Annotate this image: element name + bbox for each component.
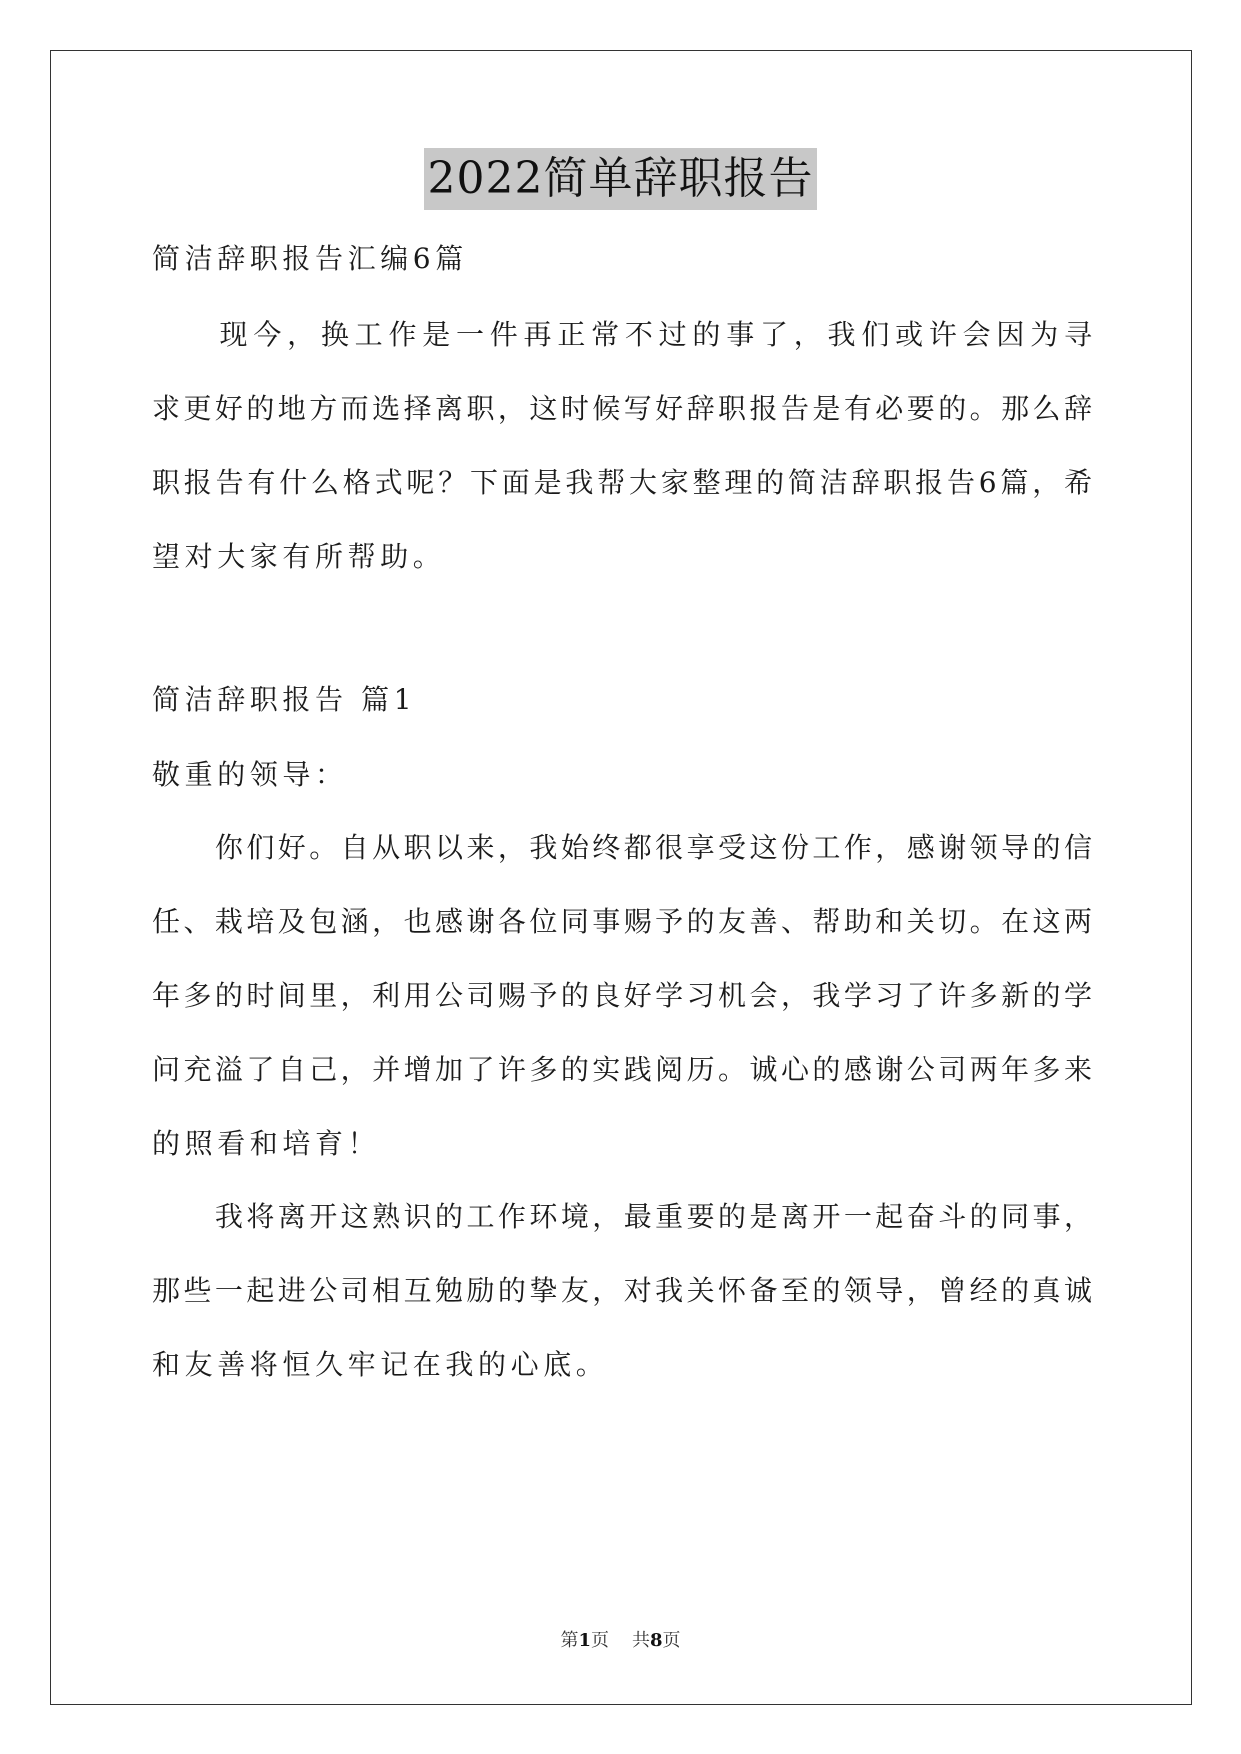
intro-line-3: 职报告有什么格式呢？下面是我帮大家整理的简洁辞职报告6篇，希 (152, 466, 1092, 499)
paragraph1-line-1: 你们好。自从职以来，我始终都很享受这份工作，感谢领导的信 (152, 831, 1092, 864)
footer-page-number: 1 (578, 1630, 592, 1651)
intro-line-4: 望对大家有所帮助。 (152, 540, 446, 573)
footer-total-suffix: 页 (662, 1630, 681, 1651)
document-title: 2022简单辞职报告 (424, 148, 818, 210)
footer-page-suffix: 页 (591, 1630, 610, 1651)
section-heading: 简洁辞职报告 篇1 (152, 683, 417, 716)
footer-total-prefix: 共 (631, 1630, 650, 1651)
title-block (0, 148, 1241, 210)
paragraph1-line-5: 的照看和培育！ (152, 1127, 381, 1160)
salutation: 敬重的领导： (152, 758, 348, 791)
paragraph2-line-2: 那些一起进公司相互勉励的挚友，对我关怀备至的领导，曾经的真诚 (152, 1274, 1092, 1307)
footer-total-pages: 8 (649, 1630, 663, 1651)
document-subtitle: 简洁辞职报告汇编6篇 (152, 242, 468, 275)
footer-page-prefix: 第 (560, 1630, 579, 1651)
page-border (50, 50, 1192, 1705)
paragraph1-line-3: 年多的时间里，利用公司赐予的良好学习机会，我学习了许多新的学 (152, 979, 1092, 1012)
paragraph1-line-2: 任、栽培及包涵，也感谢各位同事赐予的友善、帮助和关切。在这两 (152, 905, 1092, 938)
intro-line-1: 现今，换工作是一件再正常不过的事了，我们或许会因为寻 (152, 318, 1092, 351)
page-footer (0, 1628, 1241, 1654)
paragraph2-line-3: 和友善将恒久牢记在我的心底。 (152, 1348, 609, 1381)
paragraph1-line-4: 问充溢了自己，并增加了许多的实践阅历。诚心的感谢公司两年多来 (152, 1053, 1092, 1086)
paragraph2-line-1: 我将离开这熟识的工作环境，最重要的是离开一起奋斗的同事， (152, 1200, 1092, 1233)
intro-line-2: 求更好的地方而选择离职，这时候写好辞职报告是有必要的。那么辞 (152, 392, 1092, 425)
